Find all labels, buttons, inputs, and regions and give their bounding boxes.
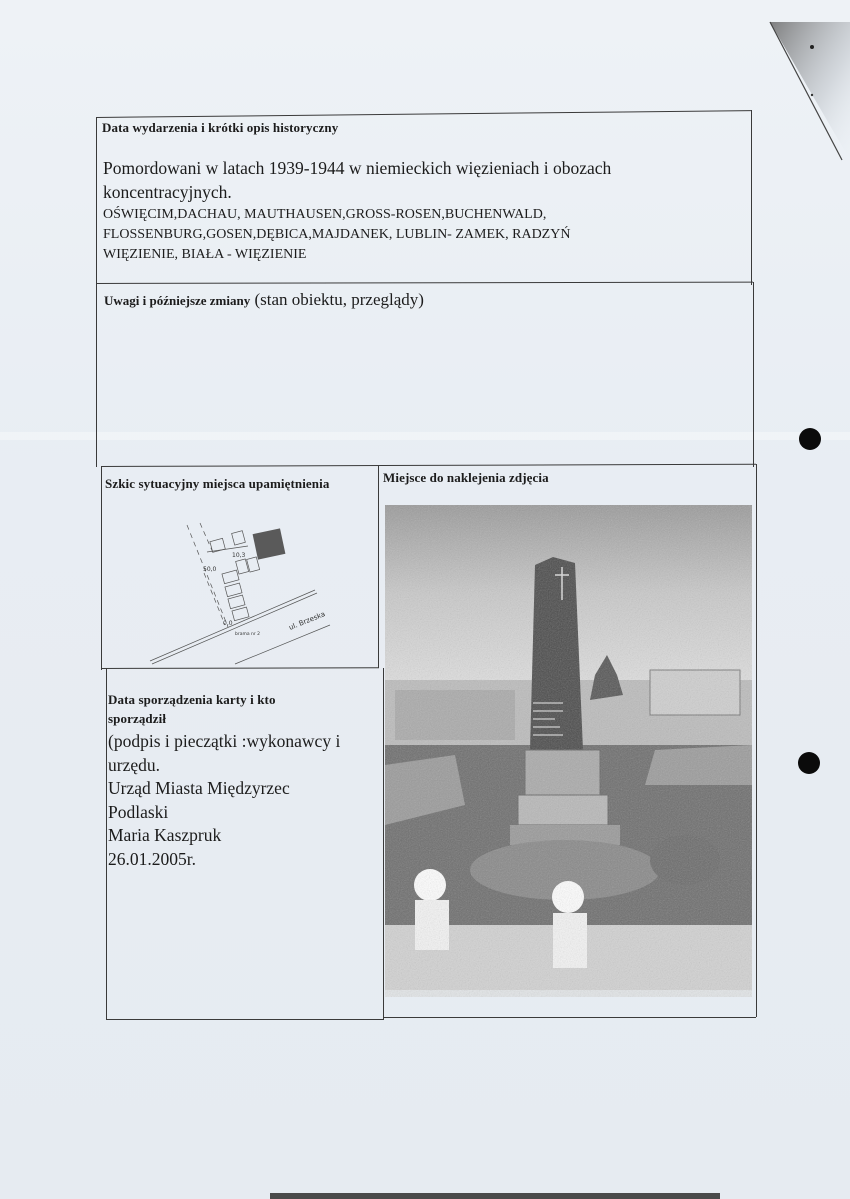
camp-list-line: FLOSSENBURG,GOSEN,DĘBICA,MAJDANEK, LUBLIN- ZAMEK, RADZYŃ xyxy=(103,227,571,242)
record-line: Urząd Miasta Międzyrzec xyxy=(108,778,290,798)
camp-list-line: OŚWIĘCIM,DACHAU, MAUTHAUSEN,GROSS-ROSEN,BUCHENWALD, xyxy=(103,207,547,222)
divider-1 xyxy=(96,282,753,284)
table-border-left-mid xyxy=(101,466,102,670)
divider-3 xyxy=(101,667,379,669)
record-section-label xyxy=(108,690,373,728)
table-border-left-upper xyxy=(96,117,97,467)
corner-fold-shadow xyxy=(740,0,850,170)
record-label-line: Data sporządzenia karty i kto xyxy=(108,692,276,707)
table-border-right-mid xyxy=(753,282,754,467)
camp-list-line: WIĘZIENIE, BIAŁA - WIĘZIENIE xyxy=(103,247,307,262)
remarks-label-bold: Uwagi i późniejsze zmiany xyxy=(104,293,251,308)
table-border-bottom-left xyxy=(106,1019,384,1020)
scan-edge-artifact xyxy=(270,1193,720,1199)
table-border-right-upper xyxy=(751,110,752,285)
table-border-left-lower xyxy=(106,668,107,1020)
sketch-section-label: Szkic sytuacyjny miejsca upamiętnienia xyxy=(105,476,330,491)
event-section-label: Data wydarzenia i krótki opis historyczny xyxy=(102,120,339,135)
divider-2 xyxy=(101,464,756,467)
record-author: Maria Kaszpruk xyxy=(108,825,222,845)
record-line: urzędu. xyxy=(108,754,160,775)
punch-hole-top xyxy=(799,428,821,450)
sketch-label-distance-3: 0,0 xyxy=(223,620,233,627)
sketch-label-distance-1: 50,0 xyxy=(203,566,217,573)
camp-list xyxy=(103,205,743,265)
monument-marker xyxy=(253,528,286,559)
record-details xyxy=(108,730,383,871)
sketch-label-street: ul. Brzeska xyxy=(287,610,327,632)
photo-section-label: Miejsce do naklejenia zdjęcia xyxy=(383,470,549,485)
record-line: (podpis i pieczątki :wykonawcy i xyxy=(108,731,341,751)
remarks-section-label xyxy=(104,290,424,310)
sketch-label-distance-2: 10,3 xyxy=(232,552,246,559)
record-date: 26.01.2005r. xyxy=(108,848,196,869)
table-border-right-lower xyxy=(756,464,757,1017)
punch-hole-bottom xyxy=(798,752,820,774)
event-description-line-1: Pomordowani w latach 1939-1944 w niemieckich więzieniach i obozach xyxy=(103,158,612,178)
column-divider-lower xyxy=(383,668,384,1019)
table-border-bottom-right xyxy=(383,1017,756,1018)
record-label-line: sporządził xyxy=(108,711,167,726)
event-description-line-2: koncentracyjnych. xyxy=(103,182,232,202)
column-divider-upper xyxy=(378,466,379,668)
table-border-top xyxy=(96,110,751,118)
situational-sketch-map xyxy=(140,515,340,665)
remarks-label-regular: (stan obiektu, przeglądy) xyxy=(250,290,424,309)
sketch-label-gate: brama nr 2 xyxy=(235,632,261,637)
scan-artifact xyxy=(0,432,850,440)
record-line: Podlaski xyxy=(108,801,169,822)
monument-photo xyxy=(385,505,752,997)
